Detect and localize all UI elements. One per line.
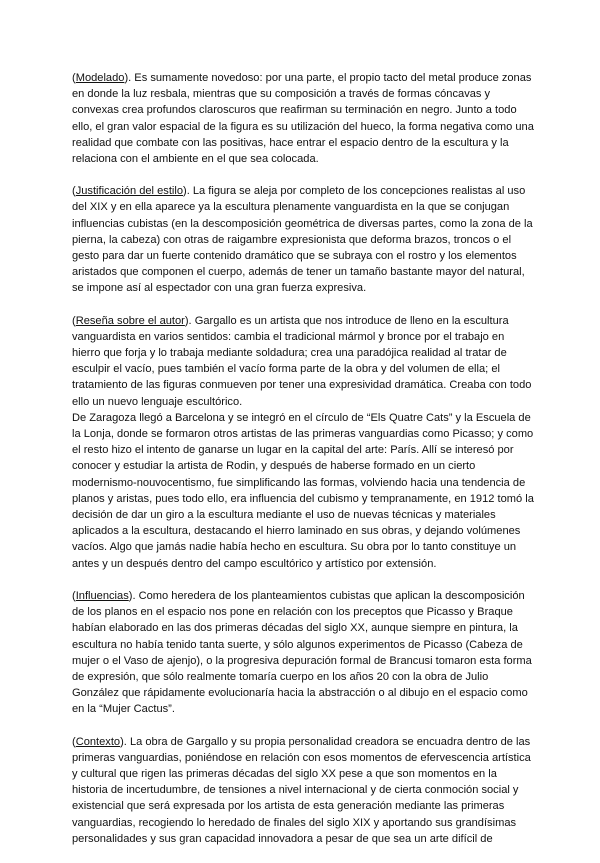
section-modelado: (Modelado). Es sumamente novedoso: por una parte, el propio tacto del metal produce zonas en donde la luz resbala, mientras que su composición a través de formas cóncavas y convexas crea profundos claroscuros que reafirman su terminación en negro. Junto a todo ello, el gran valor espacial de la figura es su utilización del hueco, la forma negativa como una realidad que combate con las positivas, hace entrar el espacio dentro de la escultura y la relaciona con el ambiente en el que sea colocada. (72, 72, 534, 166)
section-influencias: (Influencias). Como heredera de los planteamientos cubistas que aplican la descomposición de los planos en el espacio nos pone en relación con los preceptos que Picasso y Braque habían elaborado en las dos primeras décadas del siglo XX, aunque siempre en pintura, la escultura no había tenido tanta suerte, y sólo algunos experimentos de Picasso (Cabeza de mujer o el Vaso de ajenjo), o la progresiva depuración formal de Brancusi tomaron esta forma de expresión, que sólo realmente tomaría cuerpo en los años 20 con la obra de Julio González que rápidamente evolucionaría hacia la abstracción o al dibujo en el espacio como en la “Mujer Cactus”. (72, 589, 532, 716)
section-body: La obra de Gargallo y su propia personalidad creadora se encuadra dentro de las primeras vanguardias, poniéndose en relación con esos momentos de efervescencia artística y cultural que rigen las primeras décadas del siglo XX pese a que son momentos en la historia de incertudumbre, de tensiones a nivel internacional y de cierta conmoción social y existencial que será expresada por los artista de esta generación mediante las primeras vanguardias, recogiendo lo heredado de finales del siglo XIX y aportando sus grandísimas personalidades y sus gran capacidad innovadora a pesar de que sea un arte difícil de (72, 735, 531, 845)
document-page (72, 70, 534, 863)
section-body: Como heredera de los planteamientos cubistas que aplican la descomposición de los planos en el espacio nos pone en relación con los preceptos que Picasso y Braque habían elaborado en las dos primeras décadas del siglo XX, aunque siempre en pintura, la escultura no había tenido tanta suerte, y sólo algunos experimentos de Picasso (Cabeza de mujer o el Vaso de ajenjo), o la progresiva depuración formal de Brancusi tomaron esta forma de expresión, que sólo realmente tomaría cuerpo en los años 20 con la obra de Julio González que rápidamente evolucionaría hacia la abstracción o al dibujo en el espacio como en la “Mujer Cactus”. (72, 589, 532, 716)
section-body: Es sumamente novedoso: por una parte, el propio tacto del metal produce zonas en donde la luz resbala, mientras que su composición a través de formas cóncavas y convexas crea profundos claroscuros que reafirman su terminación en negro. Junto a todo ello, el gran valor espacial de la figura es su utilización del hueco, la forma negativa como una realidad que combate con las positivas, hace entrar el espacio dentro de la escultura y la relaciona con el ambiente en el que sea colocada. (72, 72, 534, 166)
section-justificacion: (Justificación del estilo). La figura se aleja por completo de los concepciones realistas al uso del XIX y en ella aparece ya la escultura plenamente vanguardista en la que se conjugan influencias cubistas (en la descomposición geométrica de diversas partes, como la zona de la pierna, la cabeza) con otras de raigambre expresionista que deforma brazos, troncos o el gesto para dar un fuerte contenido dramático que se subraya con el rostro y los elementos aristados que componen el cuerpo, además de tener un tamaño bastante mayor del natural, se impone así al espectador con una gran fuerza expresiva. (72, 185, 533, 295)
section-heading: Justificación del estilo (75, 185, 183, 198)
section-heading: Reseña sobre el autor (75, 314, 185, 327)
section-heading: Modelado (75, 72, 125, 84)
section-body: Gargallo es un artista que nos introduce de lleno en la escultura vanguardista en varios sentidos: cambia el tradicional mármol y bronce por el trabajo en hierro que forja y lo trabaja mediante soldadura; crea una paradójica realidad al tratar de esculpir el vacío, pues también el vacío forma parte de la obra y del volumen de ella; el tratamiento de las figuras conmueven por tener una expresividad dramática. Creaba con todo ello un nuevo lenguaje escultórico. (72, 314, 532, 408)
section-heading: Contexto (75, 735, 121, 748)
section-resena: (Reseña sobre el autor). Gargallo es un artista que nos introduce de lleno en la escultura vanguardista en varios sentidos: cambia el tradicional mármol y bronce por el trabajo en hierro que forja y lo trabaja mediante soldadura; crea una paradójica realidad al tratar de esculpir el vacío, pues también el vacío forma parte de la obra y del volumen de ella; el tratamiento de las figuras conmueven por tener una expresividad dramática. Creaba con todo ello un nuevo lenguaje escultórico. (72, 314, 532, 408)
section-contexto: (Contexto). La obra de Gargallo y su propia personalidad creadora se encuadra dentro de las primeras vanguardias, poniéndose en relación con esos momentos de efervescencia artística y cultural que rigen las primeras décadas del siglo XX pese a que son momentos en la historia de incertudumbre, de tensiones a nivel internacional y de cierta conmoción social y existencial que será expresada por los artista de esta generación mediante las primeras vanguardias, recogiendo lo heredado de finales del siglo XIX y aportando sus grandísimas personalidades y sus gran capacidad innovadora a pesar de que sea un arte difícil de (72, 735, 531, 845)
section-body: La figura se aleja por completo de los concepciones realistas al uso del XIX y en ella aparece ya la escultura plenamente vanguardista en la que se conjugan influencias cubistas (en la descomposición geométrica de diversas partes, como la zona de la pierna, la cabeza) con otras de raigambre expresionista que deforma brazos, troncos o el gesto para dar un fuerte contenido dramático que se subraya con el rostro y los elementos aristados que componen el cuerpo, además de tener un tamaño bastante mayor del natural, se impone así al espectador con una gran fuerza expresiva. (72, 185, 533, 295)
section-resena-continued: De Zaragoza llegó a Barcelona y se integró en el círculo de “Els Quatre Cats” y la Escuela de la Lonja, donde se formaron otros artistas de las primeras vanguardias como Picasso; y como el resto hizo el intento de ganarse un lugar en la capital del arte: París. Allí se interesó por conocer y estudiar la artista de Rodin, y después de haberse formado en un cierto modernismo-nouvocentismo, fue simplificando las formas, volviendo hacia una tendencia de planos y aristas, pues todo ello, era influencia del cubismo y tempranamente, en 1912 tomó la decisión de dar un giro a la escultura mediante el uso de nuevas técnicas y materiales aplicados a la escultura, destacando el hierro laminado en sus obras, y dejando volúmenes vacíos. Algo que jamás nadie había hecho en escultura. Su obra por lo tanto constituye un antes y un después dentro del campo escultórico y artístico por extensión. (72, 411, 534, 570)
section-heading: Influencias (75, 589, 129, 602)
